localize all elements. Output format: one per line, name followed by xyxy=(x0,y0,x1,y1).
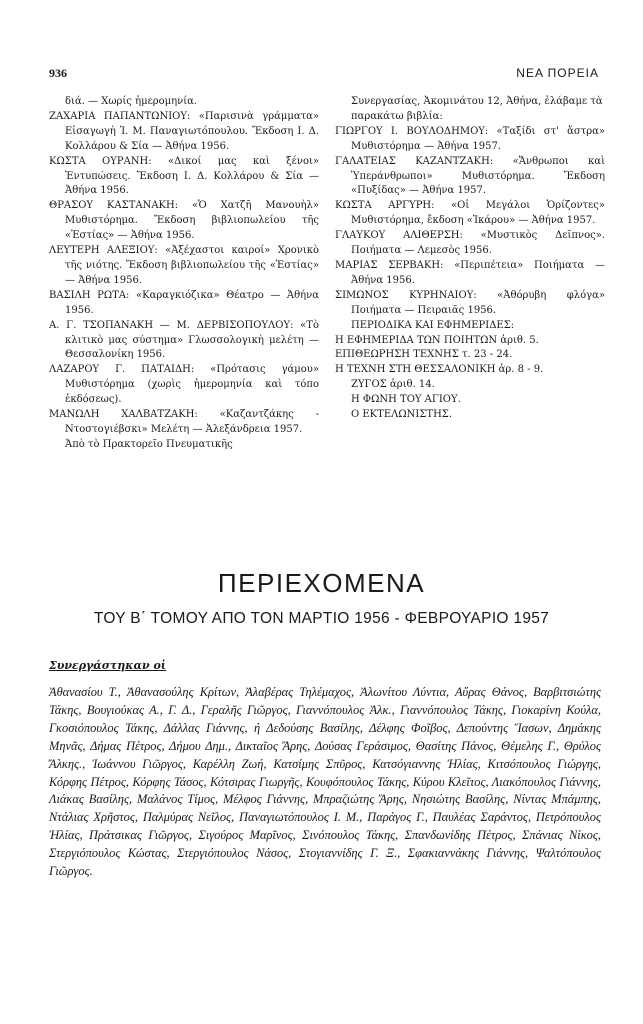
book-entry: ΜΑΝΩΛΗ ΧΑΛΒΑΤΖΑΚΗ: «Καζαντζάκης - Ντοστογιέβσκι» Μελέτη — Ἀλεξάνδρεια 1957. xyxy=(49,409,319,435)
book-entry: ΓΙΩΡΓΟΥ Ι. ΒΟΥΛΟΔΗΜΟΥ: «Ταξίδι στ' ἄστρα» Μυθιστόρημα — Ἀθήνα 1957. xyxy=(335,125,605,152)
book-entry: Η ΕΦΗΜΕΡΙΔΑ ΤΩΝ ΠΟΙΗΤΩΝ ἀριθ. 5. xyxy=(335,334,539,346)
book-entry: ΛΑΖΑΡΟΥ Γ. ΠΑΤΑΙΔΗ: «Πρότασις γάμου» Μυθιστόρημα (χωρὶς ἡμερομηνία καὶ τόπο ἐκδόσεως). xyxy=(49,364,319,406)
book-entry: Συνεργασίας, Ἀκομινάτου 12, Ἀθήνα, ἐλάβαμε τὰ παρακάτω βιβλία: xyxy=(351,96,603,122)
page-header xyxy=(49,66,599,84)
book-entry: ΜΑΡΙΑΣ ΣΕΡΒΑΚΗ: «Περιπέτεια» Ποιήματα — Ἀθήνα 1956. xyxy=(335,259,605,286)
book-entry: Η ΤΕΧΝΗ ΣΤΗ ΘΕΣΣΑΛΟΝΙΚΗ ἀρ. 8 - 9. xyxy=(335,364,544,376)
running-title: ΝΕΑ ΠΟΡΕΙΑ xyxy=(516,66,599,80)
contributors-list: Ἀθανασίου Τ., Ἀθανασούλης Κρίτων, Ἀλαβέρας Τηλέμαχος, Ἀλωνίτου Λύντια, Αὔρας Θάνος, Βαρβιτσιώτης Τάκης, Βουγιούκας Α., Γ. Δ., Γεραλῆς Γιῶργος, Γιαννόπουλος Ἀλκ., Γιαννόπουλος Τάκης, Γιοκαρίνη Κούλα, Γκοσιόπουλος Τάκης, Δάλλας Γιάννης, ή Δεδούσης Βασίλης, Δέλφης Φοῖβος, Δεπούντης Ἴασων, Δημάκης Μηνᾶς, Δήμας Πέτρος, Δήμου Δημ., Δικταῖος Ἄρης, Δούσας Γεράσιμος, Θασίτης Πάνος, Θέμελης Γ., Θρύλος Ἄλκης., Ἰωάννου Γιῶργος, Καρέλλη Ζωή, Κατσίμης Σπῦρος, Κατσόγιαννης Ἠλίας, Κιτσόπουλος Γιώργης, Κόρφης Πέτρος, Κόρφης Τάσος, Κότσιρας Γιωργῆς, Κουφόπουλος Τάκης, Κύρου Κλεῖτος, Λιακόπουλος Γιάννης, Λιάκας Βασίλης, Μαλάνος Τίμος, Μέλφος Γιάννης, Μπραζιώτης Ἄρης, Νησιώτης Βασίλης, Νίντας Μπάμπης, Ντάλιας Χρῆστος, Παλμύρας Νεῖλος, Παναγιωτόπουλος Ι. Μ., Παράγος Γ., Παυλέας Σαράντος, Πετρόπουλος Ἠλίας, Πράτσικας Γιῶργος, Σιγούρος Μαρῖνος, Σινόπουλος Τάκης, Σπανδωνίδης Πέτρος, Σπάνιας Νίκος, Στεργιόπουλος Κώστας, Στεργιόπουλος Νάσος, Στογιαννίδης Γ. Ξ., Σφακιαννάκης Γιάννης, Ψαλτόπουλος Γιῶργος. xyxy=(49,685,601,879)
left-column xyxy=(49,95,319,453)
book-entry: ΓΑΛΑΤΕΙΑΣ ΚΑΖΑΝΤΖΑΚΗ: «Ἄνθρωποι καὶ Ὑπεράνθρωποι» Μυθιστόρημα. Ἔκδοση «Πυξίδας» — Ἀθήνα 1957. xyxy=(335,155,605,197)
contributors-heading: Συνεργάστηκαν οἱ xyxy=(49,659,167,672)
book-entry: ΘΡΑΣΟΥ ΚΑΣΤΑΝΑΚΗ: «Ὁ Χατζῆ Μανουὴλ» Μυθιστόρημα. Ἔκδοση βιβλιοπωλείου τῆς «Ἑστίας» — Ἀθήνα 1956. xyxy=(49,200,319,242)
book-entry: ΒΑΣΙΛΗ ΡΩΤΑ: «Καραγκιόζικα» Θέατρο — Ἀθήνα 1956. xyxy=(49,289,319,316)
book-entry: ΛΕΥΤΕΡΗ ΑΛΕΞΙΟΥ: «Ἀξέχαστοι καιροί» Χρονικὸ τῆς νιότης. Ἔκδοση βιβλιοπωλείου τῆς «Ἑστίας» — Ἀθήνα 1956. xyxy=(49,245,319,286)
book-entry: ΓΛΑΥΚΟΥ ΑΛΙΘΕΡΣΗ: «Μυστικὸς Δεῖπνος». Ποιήματα — Λεμεσὸς 1956. xyxy=(335,230,605,257)
book-entry: ΚΩΣΤΑ ΟΥΡΑΝΗ: «Δικοί μας καὶ ξένοι» Ἐντυπώσεις. Ἔκδοση Ι. Δ. Κολλάρου & Σία — Ἀθήνα 1956. xyxy=(49,155,319,197)
book-entry: ΕΠΙΘΕΩΡΗΣΗ ΤΕΧΝΗΣ τ. 23 - 24. xyxy=(335,349,513,361)
right-column xyxy=(335,95,605,423)
book-entry: ΠΕΡΙΟΔΙΚΑ ΚΑΙ ΕΦΗΜΕΡΙΔΕΣ: xyxy=(351,319,515,331)
book-entry: ΖΑΧΑΡΙΑ ΠΑΠΑΝΤΩΝΙΟΥ: «Παρισινὰ γράμματα» Εἰσαγωγὴ Ἰ. Μ. Παναγιωτόπουλου. Ἔκδοση Ι. Δ. Κολλάρου & Σία — Ἀθήνα 1956. xyxy=(49,110,319,152)
book-entry: ΣΙΜΩΝΟΣ ΚΥΡΗΝΑΙΟΥ: «Ἀθόρυβη φλόγα» Ποιήματα — Πειραιᾶς 1956. xyxy=(335,289,605,316)
book-entry: Ο ΕΚΤΕΛΩΝΙΣΤΗΣ. xyxy=(351,409,453,421)
book-entry: ΖΥΓΟΣ ἀριθ. 14. xyxy=(351,379,435,391)
contents-subtitle: ΤΟΥ Β΄ ΤΟΜΟΥ ΑΠΟ ΤΟΝ ΜΑΡΤΙΟ 1956 - ΦΕΒΡΟΥΑΡΙΟ 1957 xyxy=(93,610,550,627)
book-entry: διά. — Χωρίς ἡμερομηνία. xyxy=(65,96,198,107)
book-entry: ΚΩΣΤΑ ΑΡΓΥΡΗ: «Οἱ Μεγάλοι Ὁρίζοντες» Μυθιστόρημα, ἔκδοση «Ἰκάρου» — Ἀθήνα 1957. xyxy=(335,200,605,227)
contents-title: ΠΕΡΙΕΧΟΜΕΝΑ xyxy=(217,568,426,598)
page-number: 936 xyxy=(49,66,67,80)
book-list-columns xyxy=(49,95,605,565)
book-entry: Ἀπὸ τὸ Πρακτορεῖο Πνευματικῆς xyxy=(65,438,233,450)
book-entry: Η ΦΩΝΗ ΤΟΥ ΑΓΙΟΥ. xyxy=(351,394,461,406)
book-entry: Α. Γ. ΤΣΟΠΑΝΑΚΗ — Μ. ΔΕΡΒΙΣΟΠΟΥΛΟΥ: «Τὸ κλιτικὸ μας σύστημα» Γλωσσολογικὴ μελέτη — Θεσσαλονίκη 1956. xyxy=(49,319,319,361)
